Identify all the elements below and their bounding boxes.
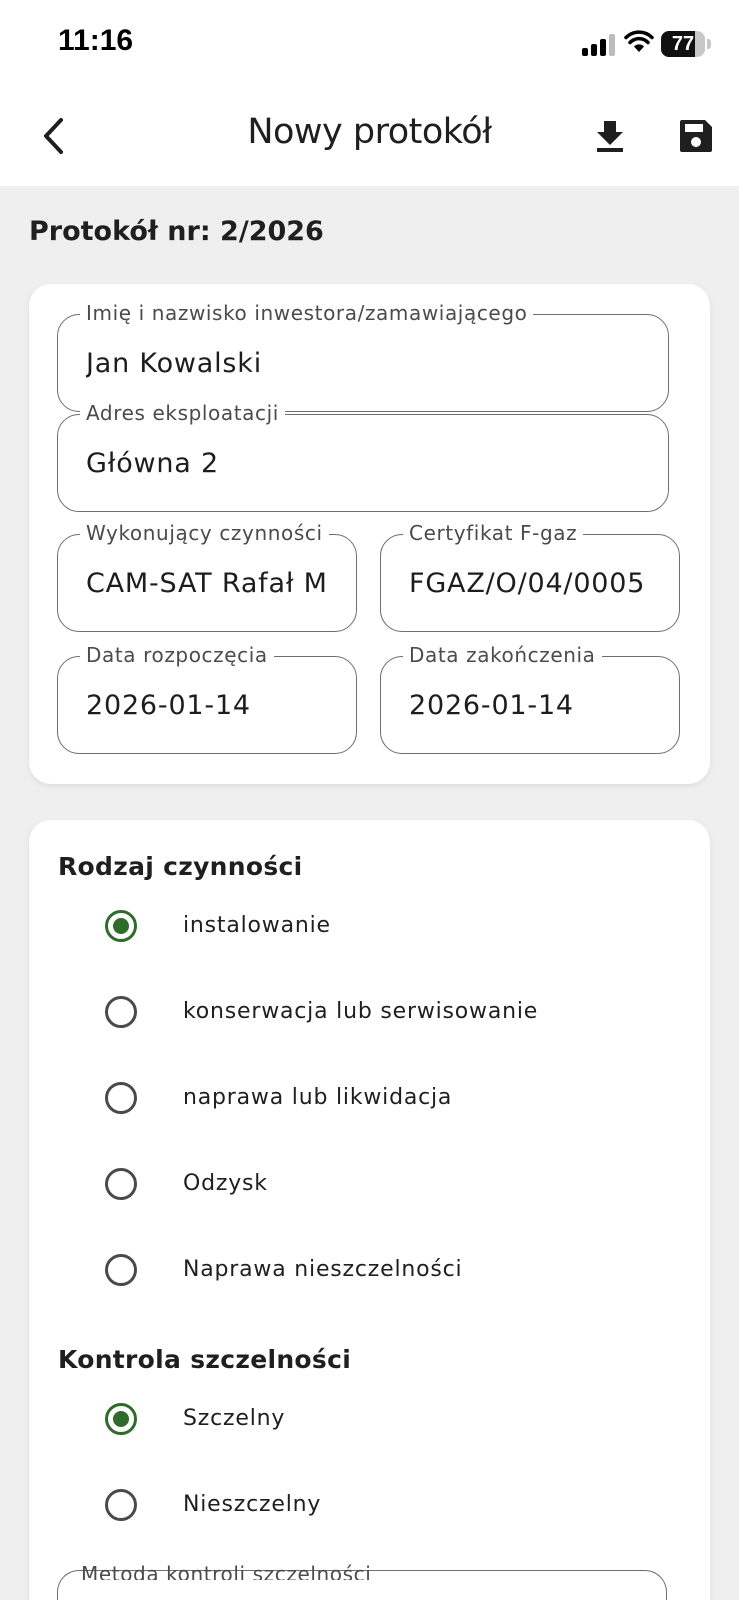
start-date-value[interactable]: 2026-01-14 (86, 690, 251, 721)
end-date-field[interactable] (380, 643, 680, 754)
investor-name-value[interactable]: Jan Kowalski (86, 348, 263, 379)
start-date-label: Data rozpoczęcia (80, 643, 274, 667)
back-button[interactable] (26, 108, 82, 164)
radio-label: Naprawa nieszczelności (183, 1257, 463, 1282)
battery-percentage: 77 (671, 33, 695, 55)
radio-button[interactable] (105, 910, 137, 942)
radio-button[interactable] (105, 1403, 137, 1435)
radio-button[interactable] (105, 1489, 137, 1521)
chevron-left-icon (39, 116, 69, 156)
leak-control-heading: Kontrola szczelności (58, 1345, 352, 1374)
radio-button[interactable] (105, 1082, 137, 1114)
activity-option-naprawa[interactable] (89, 1068, 669, 1128)
radio-label: Szczelny (183, 1406, 286, 1431)
address-value[interactable]: Główna 2 (86, 448, 220, 479)
performer-label: Wykonujący czynności (80, 521, 329, 545)
activity-option-konserwacja[interactable] (89, 982, 669, 1042)
radio-button[interactable] (105, 1254, 137, 1286)
radio-button[interactable] (105, 996, 137, 1028)
certificate-field[interactable] (380, 521, 680, 632)
activity-option-instalowanie[interactable] (89, 896, 669, 956)
status-time: 11:16 (58, 24, 134, 57)
status-bar (0, 0, 739, 90)
leak-option-nieszczelny[interactable] (89, 1475, 669, 1535)
download-button[interactable] (584, 110, 636, 162)
cellular-signal-icon (582, 34, 616, 56)
address-field[interactable] (57, 401, 669, 512)
floppy-disk-icon (679, 119, 713, 153)
radio-label: instalowanie (183, 913, 331, 938)
activity-option-odzysk[interactable] (89, 1154, 669, 1214)
radio-label: naprawa lub likwidacja (183, 1085, 453, 1110)
leak-method-label-wrap (81, 1560, 681, 1580)
certificate-label: Certyfikat F-gaz (403, 521, 583, 545)
save-button[interactable] (670, 110, 722, 162)
battery-tip (707, 39, 711, 49)
investor-name-field[interactable] (57, 301, 669, 412)
protocol-number: Protokół nr: 2/2026 (29, 216, 324, 247)
radio-button[interactable] (105, 1168, 137, 1200)
app-bar (0, 90, 739, 186)
radio-label: Nieszczelny (183, 1492, 322, 1517)
leak-option-szczelny[interactable] (89, 1389, 669, 1449)
investor-info-card (29, 284, 710, 784)
wifi-icon (624, 30, 654, 54)
activity-card (29, 820, 710, 1600)
end-date-value[interactable]: 2026-01-14 (409, 690, 574, 721)
activity-option-naprawa-nieszczelnosci[interactable] (89, 1240, 669, 1300)
start-date-field[interactable] (57, 643, 357, 754)
radio-label: konserwacja lub serwisowanie (183, 999, 539, 1024)
performer-value[interactable]: CAM-SAT Rafał M (86, 568, 328, 599)
battery-icon (661, 31, 705, 57)
performer-field[interactable] (57, 521, 357, 632)
download-icon (595, 119, 625, 153)
certificate-value[interactable]: FGAZ/O/04/0005 (409, 568, 646, 599)
address-label: Adres eksploatacji (80, 401, 285, 425)
investor-name-label: Imię i nazwisko inwestora/zamawiającego (80, 301, 533, 325)
page-title: Nowy protokół (247, 112, 492, 152)
radio-label: Odzysk (183, 1171, 268, 1196)
leak-method-label: Metoda kontroli szczelności (81, 1562, 372, 1580)
activity-type-heading: Rodzaj czynności (58, 852, 303, 881)
end-date-label: Data zakończenia (403, 643, 602, 667)
